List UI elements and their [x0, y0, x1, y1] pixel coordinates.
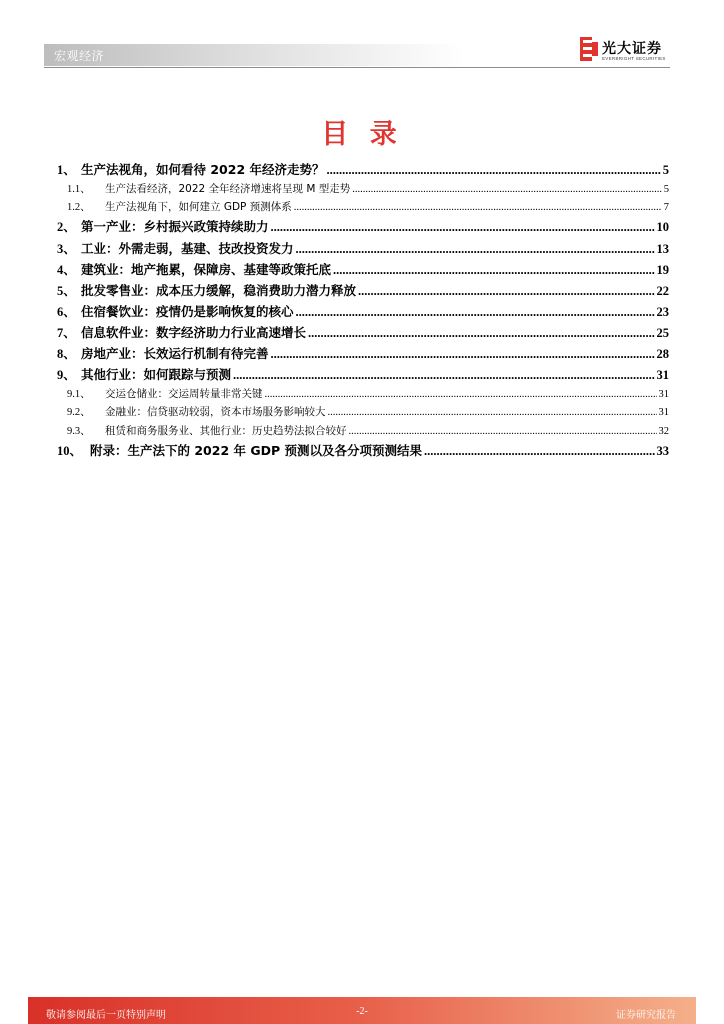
- toc-entry-number: 8、: [57, 347, 76, 362]
- toc-entry-page: 28: [656, 347, 669, 362]
- toc-subentry[interactable]: [57, 199, 669, 217]
- footer-bar: [28, 997, 696, 1024]
- footer-report-type: 证券研究报告: [616, 1010, 676, 1021]
- brand-logo: [580, 37, 672, 65]
- toc-entry-title: 交运仓储业：交运周转量非常关键: [105, 388, 263, 401]
- toc-leader-dots: [296, 305, 655, 320]
- toc-entry-title: 金融业：信贷驱动较弱，资本市场服务影响较大: [105, 406, 326, 419]
- header-banner: [44, 44, 464, 66]
- toc-leader-dots: [308, 326, 654, 341]
- toc-entry[interactable]: [57, 239, 669, 260]
- toc-entry-number: 1.1、: [67, 184, 91, 196]
- toc-entry-number: 3、: [57, 241, 76, 256]
- toc-entry[interactable]: [57, 365, 669, 386]
- toc-entry-page: 22: [656, 283, 669, 298]
- header-divider: [44, 67, 670, 68]
- section-label: 宏观经济: [54, 49, 105, 63]
- toc-entry-number: 9.2、: [67, 407, 91, 419]
- toc-leader-dots: [271, 220, 655, 235]
- toc-entry-title: 生产法视角，如何看待 2022 年经济走势？: [81, 162, 325, 177]
- logo-text-cn: 光大证券: [602, 41, 662, 57]
- toc-entry-number: 1.2、: [67, 202, 91, 214]
- toc-entry[interactable]: [57, 344, 669, 365]
- toc-entry-title: 其他行业：如何跟踪与预测: [81, 367, 232, 383]
- toc-entry-page: 31: [658, 407, 669, 419]
- toc-entry-number: 10、: [57, 443, 83, 458]
- toc-entry[interactable]: [57, 160, 669, 181]
- toc-entry-title: 建筑业：地产拖累，保障房、基建等政策托底: [81, 261, 332, 277]
- toc-entry-page: 32: [658, 425, 669, 437]
- toc-entry-title: 生产法看经济，2022 全年经济增速将呈现 M 型走势: [105, 183, 351, 196]
- toc-entry-title: 第一产业：乡村振兴政策持续助力: [81, 219, 269, 235]
- toc-entry-title: 批发零售业：成本压力缓解，稳消费助力潜力释放: [81, 282, 357, 298]
- toc-entry-page: 5: [662, 163, 669, 177]
- toc-entry[interactable]: [57, 260, 669, 281]
- toc-entry-number: 7、: [57, 325, 76, 340]
- toc-leader-dots: [333, 263, 654, 278]
- toc-entry-number: 9、: [57, 368, 76, 383]
- toc-leader-dots: [358, 284, 654, 299]
- toc-leader-dots: [352, 184, 661, 195]
- toc-entry-title: 房地产业：长效运行机制有待完善: [81, 346, 269, 362]
- toc-entry-page: 23: [656, 304, 669, 319]
- toc-entry-title: 租赁和商务服务业、其他行业：历史趋势法拟合较好: [105, 424, 347, 437]
- toc-entry-title: 住宿餐饮业：疫情仍是影响恢复的核心: [81, 303, 294, 319]
- logo-mark-icon: [580, 37, 598, 61]
- toc-entry[interactable]: [57, 302, 669, 323]
- toc-entry-page: 31: [656, 368, 669, 383]
- page-title: 目 录: [321, 119, 403, 150]
- toc-entry-page: 25: [656, 325, 669, 340]
- toc-entry-number: 2、: [57, 220, 76, 235]
- toc-entry[interactable]: [57, 217, 669, 238]
- table-of-contents: [57, 160, 669, 462]
- toc-leader-dots: [233, 368, 654, 383]
- toc-entry-number: 4、: [57, 262, 76, 277]
- toc-entry-page: 13: [656, 241, 669, 256]
- toc-entry-page: 5: [663, 184, 669, 196]
- toc-leader-dots: [271, 347, 655, 362]
- logo-text-en: EVERBRIGHT SECURITIES: [602, 56, 666, 61]
- toc-entry-page: 19: [656, 262, 669, 277]
- toc-entry-title: 生产法视角下，如何建立 GDP 预测体系: [105, 201, 292, 214]
- toc-entry-page: 33: [656, 443, 669, 458]
- toc-entry-number: 1、: [57, 163, 76, 177]
- toc-entry[interactable]: [57, 281, 669, 302]
- toc-entry-number: 9.3、: [67, 425, 91, 437]
- toc-subentry[interactable]: [57, 423, 669, 441]
- footer-disclaimer: 敬请参阅最后一页特别声明: [46, 1010, 166, 1021]
- toc-entry[interactable]: [57, 323, 669, 344]
- toc-entry-number: 9.1、: [67, 389, 91, 401]
- toc-entry-title: 信息软件业：数字经济助力行业高速增长: [81, 324, 307, 340]
- toc-subentry[interactable]: [57, 404, 669, 422]
- toc-entry-page: 31: [658, 389, 669, 401]
- toc-leader-dots: [424, 444, 655, 459]
- toc-entry-number: 5、: [57, 283, 76, 298]
- toc-leader-dots: [294, 202, 662, 213]
- toc-entry-title: 工业：外需走弱，基建、技改投资发力: [81, 240, 294, 256]
- toc-leader-dots: [265, 389, 657, 400]
- toc-leader-dots: [328, 407, 657, 418]
- toc-subentry[interactable]: [57, 386, 669, 404]
- toc-subentry[interactable]: [57, 181, 669, 199]
- toc-leader-dots: [296, 242, 655, 257]
- toc-entry-page: 10: [656, 220, 669, 235]
- toc-entry-number: 6、: [57, 304, 76, 319]
- toc-leader-dots: [349, 426, 657, 437]
- toc-entry[interactable]: [57, 441, 669, 462]
- page-number: -2-: [356, 1006, 368, 1017]
- toc-entry-title: 附录：生产法下的 2022 年 GDP 预测以及各分项预测结果: [90, 442, 422, 458]
- toc-leader-dots: [327, 163, 661, 178]
- toc-entry-page: 7: [663, 202, 669, 214]
